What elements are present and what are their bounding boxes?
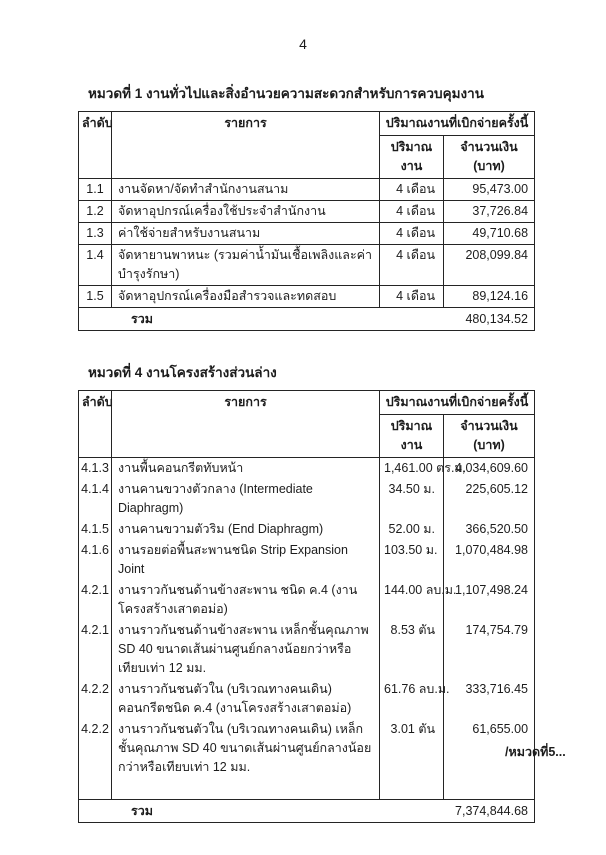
cell-item: งานราวกันชนตัวใน (บริเวณทางคนเดิน) เหล็กชั้นคุณภาพ SD 40 ขนาดเส้นผ่านศูนย์กลางน้อยกว่าหรือเทียบเท่า 12 มม. [112,719,380,800]
cell-item: จัดหาอุปกรณ์เครื่องใช้ประจำสำนักงาน [112,201,380,223]
table-row [79,540,535,580]
cell-item: งานจัดหา/จัดทำสำนักงานสนาม [112,179,380,201]
cell-amount: 49,710.68 [444,223,535,245]
cell-index: 1.3 [79,223,112,245]
table-row [79,719,535,800]
table-row [79,245,535,286]
cell-index: 4.1.4 [79,479,112,519]
cell-quantity: 8.53 ตัน [380,620,444,679]
continuation-note: /หมวดที่5... [505,745,566,759]
section-1-table-body [79,179,535,308]
page-number: 4 [299,36,307,52]
cell-index: 4.2.1 [79,620,112,679]
cell-item: ค่าใช้จ่ายสำหรับงานสนาม [112,223,380,245]
total-label: รวม [79,800,444,823]
cell-index: 1.4 [79,245,112,286]
cell-quantity: 52.00 ม. [380,519,444,540]
header-item-column: รายการ [112,391,380,458]
cell-item: งานคานขวางตัวกลาง (Intermediate Diaphragm) [112,479,380,519]
cell-quantity: 4 เดือน [380,286,444,308]
cell-item: งานคานขวามตัวริม (End Diaphragm) [112,519,380,540]
table-row [79,286,535,308]
cell-quantity: 4 เดือน [380,201,444,223]
cell-amount: 1,070,484.98 [444,540,535,580]
cell-amount: 89,124.16 [444,286,535,308]
document-content [78,82,534,823]
cell-quantity: 4 เดือน [380,245,444,286]
cell-quantity: 103.50 ม. [380,540,444,580]
cell-quantity: 144.00 ลบ.ม. [380,580,444,620]
section-4-table-body [79,458,535,800]
section-4-total-amount: 7,374,844.68 [444,800,535,823]
cell-index: 4.2.1 [79,580,112,620]
cell-index: 4.1.3 [79,458,112,480]
cell-amount: 366,520.50 [444,519,535,540]
table-row [79,519,535,540]
section-1-table-head [79,112,535,179]
cell-index: 1.1 [79,179,112,201]
cell-index: 4.1.5 [79,519,112,540]
cell-index: 4.1.6 [79,540,112,580]
table-row [79,179,535,201]
cell-index: 4.2.2 [79,679,112,719]
cell-amount: 61,655.00 [444,719,535,800]
header-amount-column: จำนวนเงิน (บาท) [444,136,535,179]
header-index-column: ลำดับ [79,112,112,179]
section-4 [78,361,534,823]
header-quantity-column: ปริมาณงาน [380,415,444,458]
cell-quantity: 34.50 ม. [380,479,444,519]
cell-item: งานราวกันชนตัวใน (บริเวณทางคนเดิน) คอนกรีตชนิด ค.4 (งานโครงสร้างเสาตอม่อ) [112,679,380,719]
cell-amount: 208,099.84 [444,245,535,286]
cell-index: 4.2.2 [79,719,112,800]
section-4-total-row [79,800,535,823]
header-index-column: ลำดับ [79,391,112,458]
section-1-total-row [79,308,535,331]
cell-quantity: 4 เดือน [380,179,444,201]
section-1-title: หมวดที่ 1 งานทั่วไปและสิ่งอำนวยความสะดวกสำหรับการควบคุมงาน [88,86,484,101]
cell-index: 1.5 [79,286,112,308]
cell-amount: 95,473.00 [444,179,535,201]
header-quantity-column: ปริมาณงาน [380,136,444,179]
table-row [79,458,535,480]
header-group-column: ปริมาณงานที่เบิกจ่ายครั้งนี้ [380,391,535,415]
cell-amount: 4,034,609.60 [444,458,535,480]
cell-item: งานราวกันชนด้านข้างสะพาน เหล็กชั้นคุณภาพ SD 40 ขนาดเส้นผ่านศูนย์กลางน้อยกว่าหรือเทียบเท่า 12 มม. [112,620,380,679]
cell-amount: 225,605.12 [444,479,535,519]
header-item-column: รายการ [112,112,380,179]
cell-quantity: 3.01 ตัน [380,719,444,800]
cell-item: งานราวกันชนด้านข้างสะพาน ชนิด ค.4 (งานโครงสร้างเสาตอม่อ) [112,580,380,620]
cell-amount: 37,726.84 [444,201,535,223]
section-1-table [78,111,535,331]
cell-item: งานรอยต่อพื้นสะพานชนิด Strip Expansion Joint [112,540,380,580]
cell-amount: 1,107,498.24 [444,580,535,620]
cell-item: จัดหายานพาหนะ (รวมค่าน้ำมันเชื้อเพลิงและค่าบำรุงรักษา) [112,245,380,286]
section-1 [78,82,534,331]
cell-quantity: 4 เดือน [380,223,444,245]
section-4-table [78,390,535,823]
section-4-title: หมวดที่ 4 งานโครงสร้างส่วนล่าง [88,365,277,380]
cell-amount: 333,716.45 [444,679,535,719]
table-row [79,223,535,245]
table-row [79,580,535,620]
cell-item: จัดหาอุปกรณ์เครื่องมือสำรวจและทดสอบ [112,286,380,308]
cell-quantity: 1,461.00 ตร.ม. [380,458,444,480]
section-4-table-head [79,391,535,458]
header-group-column: ปริมาณงานที่เบิกจ่ายครั้งนี้ [380,112,535,136]
table-row [79,201,535,223]
section-1-total-amount: 480,134.52 [444,308,535,331]
cell-item: งานพื้นคอนกรีตทับหน้า [112,458,380,480]
total-label: รวม [79,308,444,331]
cell-quantity: 61.76 ลบ.ม. [380,679,444,719]
table-row [79,679,535,719]
cell-index: 1.2 [79,201,112,223]
table-row [79,479,535,519]
header-amount-column: จำนวนเงิน (บาท) [444,415,535,458]
cell-amount: 174,754.79 [444,620,535,679]
table-row [79,620,535,679]
